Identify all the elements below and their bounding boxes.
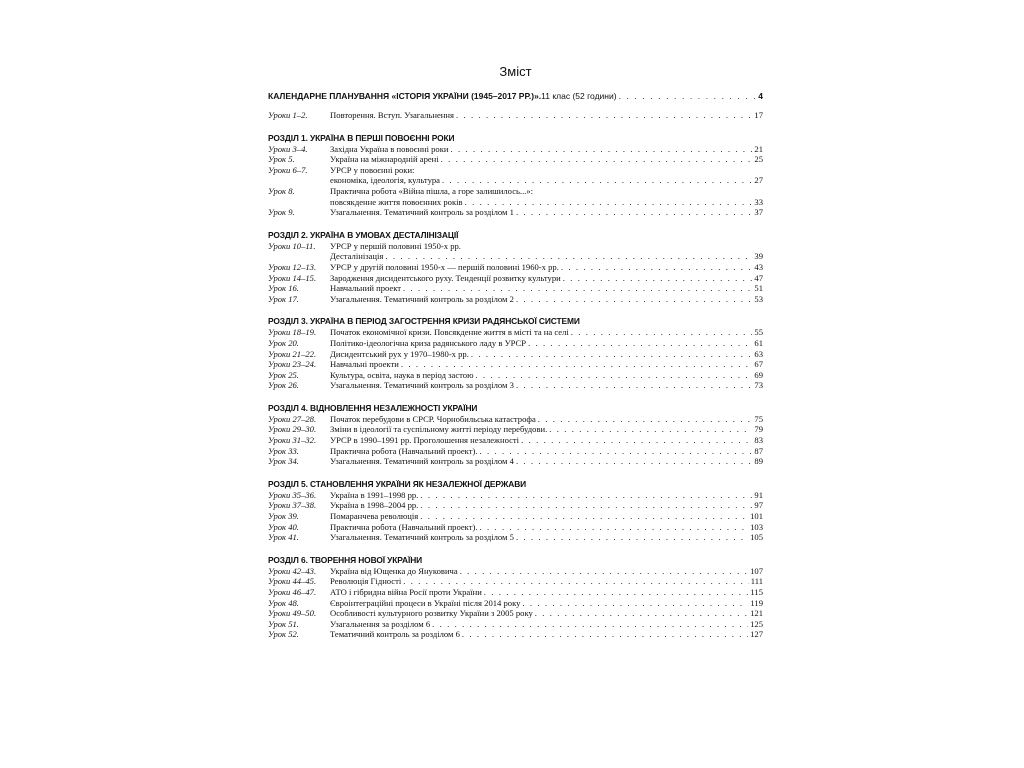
dot-leader — [460, 566, 748, 577]
page-number: 21 — [754, 143, 763, 154]
dot-leader — [549, 424, 752, 435]
page-number: 27 — [754, 175, 763, 186]
toc-row[interactable] — [268, 456, 763, 467]
lesson-label: Урок 20. — [268, 337, 299, 348]
page-number: 67 — [754, 359, 763, 370]
page-number: 127 — [750, 629, 763, 640]
lesson-label: Уроки 1–2. — [268, 110, 308, 120]
dot-leader — [516, 380, 752, 391]
lesson-title: Зародження дисидентського руху. Тенденції розвитку культури — [330, 272, 561, 283]
toc-row[interactable] — [268, 370, 763, 381]
toc-row[interactable] — [268, 251, 763, 262]
toc-row[interactable] — [268, 435, 763, 446]
page-number: 115 — [750, 587, 763, 597]
toc-row[interactable] — [268, 207, 763, 218]
toc-row[interactable] — [268, 522, 763, 533]
dot-leader — [516, 207, 752, 218]
dot-leader — [480, 522, 749, 533]
lesson-label: Урок 17. — [268, 293, 299, 304]
lesson-label: Уроки 35–36. — [268, 489, 317, 500]
toc-row[interactable] — [268, 576, 763, 587]
lesson-title: Політико-ідеологічна криза радянського ладу в УРСР — [330, 337, 527, 348]
page-number: 53 — [754, 293, 763, 304]
lesson-title: Практична робота «Війна пішла, а горе залишилось...»: — [330, 185, 534, 196]
lesson-label: Урок 41. — [268, 532, 299, 543]
toc-row[interactable] — [268, 414, 763, 425]
toc-page — [268, 64, 763, 640]
dot-leader — [471, 349, 753, 360]
page-number: 69 — [754, 369, 763, 380]
lesson-label: Уроки 31–32. — [268, 435, 317, 446]
dot-leader — [385, 251, 752, 262]
section-heading[interactable]: РОЗДІЛ 3. УКРАЇНА В ПЕРІОД ЗАГОСТРЕННЯ КРИЗИ РАДЯНСЬКОЇ СИСТЕМИ — [268, 316, 580, 327]
toc-row[interactable] — [268, 294, 763, 305]
lesson-label: Уроки 27–28. — [268, 413, 317, 424]
lesson-title: Помаранчева революція — [330, 511, 419, 522]
lesson-title: Культура, освіта, наука в період застою — [330, 369, 474, 380]
lesson-title: Україна від Ющенка до Януковича — [330, 565, 458, 576]
page-title: Зміст — [499, 64, 532, 79]
section-heading[interactable]: РОЗДІЛ 4. ВІДНОВЛЕННЯ НЕЗАЛЕЖНОСТІ УКРАЇНИ — [268, 402, 478, 413]
page-number: 101 — [750, 511, 763, 522]
dot-leader — [516, 532, 748, 543]
page-number: 83 — [754, 435, 763, 446]
dot-leader — [432, 619, 748, 630]
toc-row[interactable] — [268, 490, 763, 501]
lesson-label: Уроки 37–38. — [268, 500, 317, 511]
page-number: 119 — [750, 597, 763, 608]
dot-leader — [442, 175, 752, 186]
lesson-label: Урок 9. — [268, 207, 295, 218]
page-number: 105 — [750, 532, 763, 543]
toc-row[interactable] — [268, 175, 763, 186]
toc-row[interactable] — [268, 587, 763, 598]
dot-leader — [561, 262, 753, 273]
page-number: 33 — [754, 196, 763, 207]
lesson-title: Десталінізація — [330, 251, 384, 262]
lesson-label: Уроки 12–13. — [268, 261, 317, 272]
page-number: 61 — [754, 337, 763, 348]
dot-leader — [538, 414, 753, 425]
page-number: 111 — [750, 576, 763, 587]
page-number: 97 — [754, 500, 763, 511]
lesson-title: Україна в 1998–2004 рр. — [330, 500, 419, 511]
toc-row[interactable] — [268, 380, 763, 391]
toc-row[interactable] — [268, 619, 763, 630]
lesson-label: Уроки 21–22. — [268, 348, 317, 359]
lesson-title: Навчальний проект — [330, 283, 402, 294]
lesson-title: УРСР у повоєнні роки: — [330, 164, 415, 175]
toc-row[interactable] — [268, 598, 763, 609]
section-heading[interactable]: РОЗДІЛ 6. ТВОРЕННЯ НОВОЇ УКРАЇНИ — [268, 554, 423, 565]
lesson-label: Урок 48. — [268, 597, 299, 608]
toc-row[interactable] — [268, 511, 763, 522]
toc-row[interactable] — [268, 283, 763, 294]
page-number: 17 — [754, 110, 763, 120]
lesson-label: Уроки 10–11. — [268, 240, 316, 251]
dot-leader — [462, 629, 748, 640]
dot-leader — [401, 359, 753, 370]
dot-leader — [521, 435, 752, 446]
lesson-label: Урок 51. — [268, 618, 299, 629]
lesson-label: Уроки 29–30. — [268, 424, 317, 435]
page-number: 87 — [754, 445, 763, 456]
dot-leader — [403, 283, 752, 294]
toc-row[interactable] — [268, 327, 763, 338]
lesson-title: Євроінтеграційні процеси в Україні після 2014 року — [330, 597, 521, 608]
lesson-title: УРСР у другій половині 1950-х — першій половині 1960-х рр. — [330, 261, 559, 272]
dot-leader — [522, 598, 748, 609]
dot-leader — [516, 456, 752, 467]
lesson-title: економіка, ідеологія, культура — [330, 175, 440, 186]
page-number: 4 — [758, 91, 763, 101]
lesson-title: Навчальні проекти — [330, 359, 399, 370]
dot-leader — [420, 490, 752, 501]
toc-row[interactable] — [268, 532, 763, 543]
lesson-title: Особливості культурного розвитку України з 2005 року — [330, 608, 533, 619]
lesson-title: Практична робота (Навчальний проект). — [330, 445, 478, 456]
toc-row[interactable] — [268, 446, 763, 457]
lesson-label: Урок 26. — [268, 380, 299, 391]
toc-row[interactable] — [268, 154, 763, 165]
page-number: 79 — [754, 424, 763, 435]
lesson-title: Узагальнення. Тематичний контроль за розділом 2 — [330, 293, 514, 304]
intro-subtitle: 11 клас (52 години) — [541, 91, 617, 101]
dot-leader — [403, 576, 748, 587]
toc-row[interactable] — [268, 338, 763, 349]
dot-leader — [619, 90, 757, 102]
lesson-title: УРСР у першій половині 1950-х рр. — [330, 240, 461, 251]
toc-row[interactable] — [268, 241, 763, 252]
lesson-label: Уроки 6–7. — [268, 164, 308, 175]
page-number: 125 — [750, 618, 763, 629]
lesson-title: Узагальнення. Тематичний контроль за розділом 4 — [330, 456, 514, 467]
section-heading[interactable]: РОЗДІЛ 5. СТАНОВЛЕННЯ УКРАЇНИ ЯК НЕЗАЛЕЖНОЇ ДЕРЖАВИ — [268, 478, 527, 489]
dot-leader — [420, 500, 752, 511]
toc-row[interactable] — [268, 197, 763, 208]
lesson-label: Уроки 42–43. — [268, 565, 317, 576]
lesson-title: Революція Гідності — [330, 576, 402, 587]
toc-row[interactable] — [268, 349, 763, 360]
lesson-title: Україна в 1991–1998 рр. — [330, 489, 419, 500]
dot-leader — [480, 446, 753, 457]
page-number: 47 — [754, 272, 763, 283]
lesson-title: Дисидентський рух у 1970–1980-х рр. — [330, 348, 469, 359]
page-number: 37 — [754, 207, 763, 218]
lesson-label: Урок 34. — [268, 456, 299, 467]
page-number: 43 — [754, 261, 763, 272]
dot-leader — [451, 144, 753, 155]
lesson-title: Україна на міжнародній арені — [330, 154, 439, 165]
dot-leader — [476, 370, 753, 381]
page-number: 55 — [754, 327, 763, 338]
lesson-label: Урок 33. — [268, 445, 299, 456]
dot-leader — [528, 338, 752, 349]
lesson-title: Узагальнення. Тематичний контроль за розділом 1 — [330, 207, 514, 218]
toc-row[interactable] — [268, 359, 763, 370]
page-number: 103 — [750, 521, 763, 532]
lesson-label: Урок 25. — [268, 369, 299, 380]
lesson-label: Урок 16. — [268, 283, 299, 294]
lesson-label: Уроки 3–4. — [268, 143, 308, 154]
page-number: 39 — [754, 251, 763, 262]
toc-row-review[interactable] — [268, 110, 763, 121]
lesson-title: Практична робота (Навчальний проект). — [330, 521, 478, 532]
lesson-label: Уроки 18–19. — [268, 327, 317, 338]
lesson-label: Урок 52. — [268, 629, 299, 640]
toc-row[interactable] — [268, 186, 763, 197]
lesson-label: Урок 40. — [268, 521, 299, 532]
page-number: 25 — [754, 154, 763, 165]
dot-leader — [516, 294, 752, 305]
dot-leader — [563, 273, 753, 284]
page-number: 51 — [754, 283, 763, 294]
dot-leader — [456, 110, 752, 121]
lesson-label: Урок 39. — [268, 511, 299, 522]
page-number: 107 — [750, 565, 763, 576]
toc-row[interactable] — [268, 500, 763, 511]
toc-sections — [268, 121, 763, 640]
page-number: 63 — [754, 348, 763, 359]
lesson-label: Урок 5. — [268, 154, 295, 165]
page-number: 121 — [750, 608, 763, 619]
lesson-title: Узагальнення. Тематичний контроль за розділом 5 — [330, 532, 514, 543]
section-heading[interactable]: РОЗДІЛ 2. УКРАЇНА В УМОВАХ ДЕСТАЛІНІЗАЦІЇ — [268, 229, 459, 240]
lesson-label: Уроки 14–15. — [268, 272, 317, 283]
toc-row[interactable] — [268, 262, 763, 273]
toc-row[interactable] — [268, 608, 763, 619]
toc-row[interactable] — [268, 144, 763, 155]
lesson-label: Уроки 44–45. — [268, 576, 317, 587]
dot-leader — [535, 608, 748, 619]
lesson-title: Західна Україна в повоєнні роки — [330, 143, 449, 154]
toc-row[interactable] — [268, 165, 763, 176]
lesson-title: УРСР в 1990–1991 рр. Проголошення незалежності — [330, 435, 520, 446]
lesson-title: Зміни в ідеології та суспільному житті періоду перебудови. — [330, 424, 548, 435]
toc-row[interactable] — [268, 424, 763, 435]
toc-row[interactable] — [268, 273, 763, 284]
lesson-title: Початок перебудови в СРСР. Чорнобильська катастрофа — [330, 413, 536, 424]
lesson-label: Уроки 23–24. — [268, 359, 317, 370]
lesson-title: Узагальнення. Тематичний контроль за розділом 3 — [330, 380, 514, 391]
page-number: 91 — [754, 489, 763, 500]
lesson-title: Початок економічної кризи. Повсякденне життя в місті та на селі — [330, 327, 569, 338]
lesson-label: Уроки 49–50. — [268, 608, 317, 619]
page-number: 89 — [754, 456, 763, 467]
page-number: 75 — [754, 413, 763, 424]
dot-leader — [484, 587, 749, 598]
intro-row[interactable] — [268, 90, 763, 102]
lesson-title: АТО і гібридна війна Росії проти України — [330, 587, 482, 597]
dot-leader — [571, 327, 753, 338]
toc-row[interactable] — [268, 566, 763, 577]
toc-row[interactable] — [268, 629, 763, 640]
lesson-title: повсякденне життя повоєнних років — [330, 196, 463, 207]
section-heading[interactable]: РОЗДІЛ 1. УКРАЇНА В ПЕРШІ ПОВОЄННІ РОКИ — [268, 132, 455, 143]
dot-leader — [420, 511, 748, 522]
intro-title: КАЛЕНДАРНЕ ПЛАНУВАННЯ «ІСТОРІЯ УКРАЇНИ (1945–2017 РР.)». — [268, 91, 542, 101]
dot-leader — [465, 197, 753, 208]
page-number: 73 — [754, 380, 763, 391]
lesson-title: Тематичний контроль за розділом 6 — [330, 629, 460, 640]
lesson-label: Урок 8. — [268, 185, 295, 196]
dot-leader — [441, 154, 753, 165]
lesson-title: Узагальнення за розділом 6 — [330, 618, 431, 629]
lesson-title: Повторення. Вступ. Узагальнення — [330, 110, 454, 120]
lesson-label: Уроки 46–47. — [268, 587, 317, 597]
